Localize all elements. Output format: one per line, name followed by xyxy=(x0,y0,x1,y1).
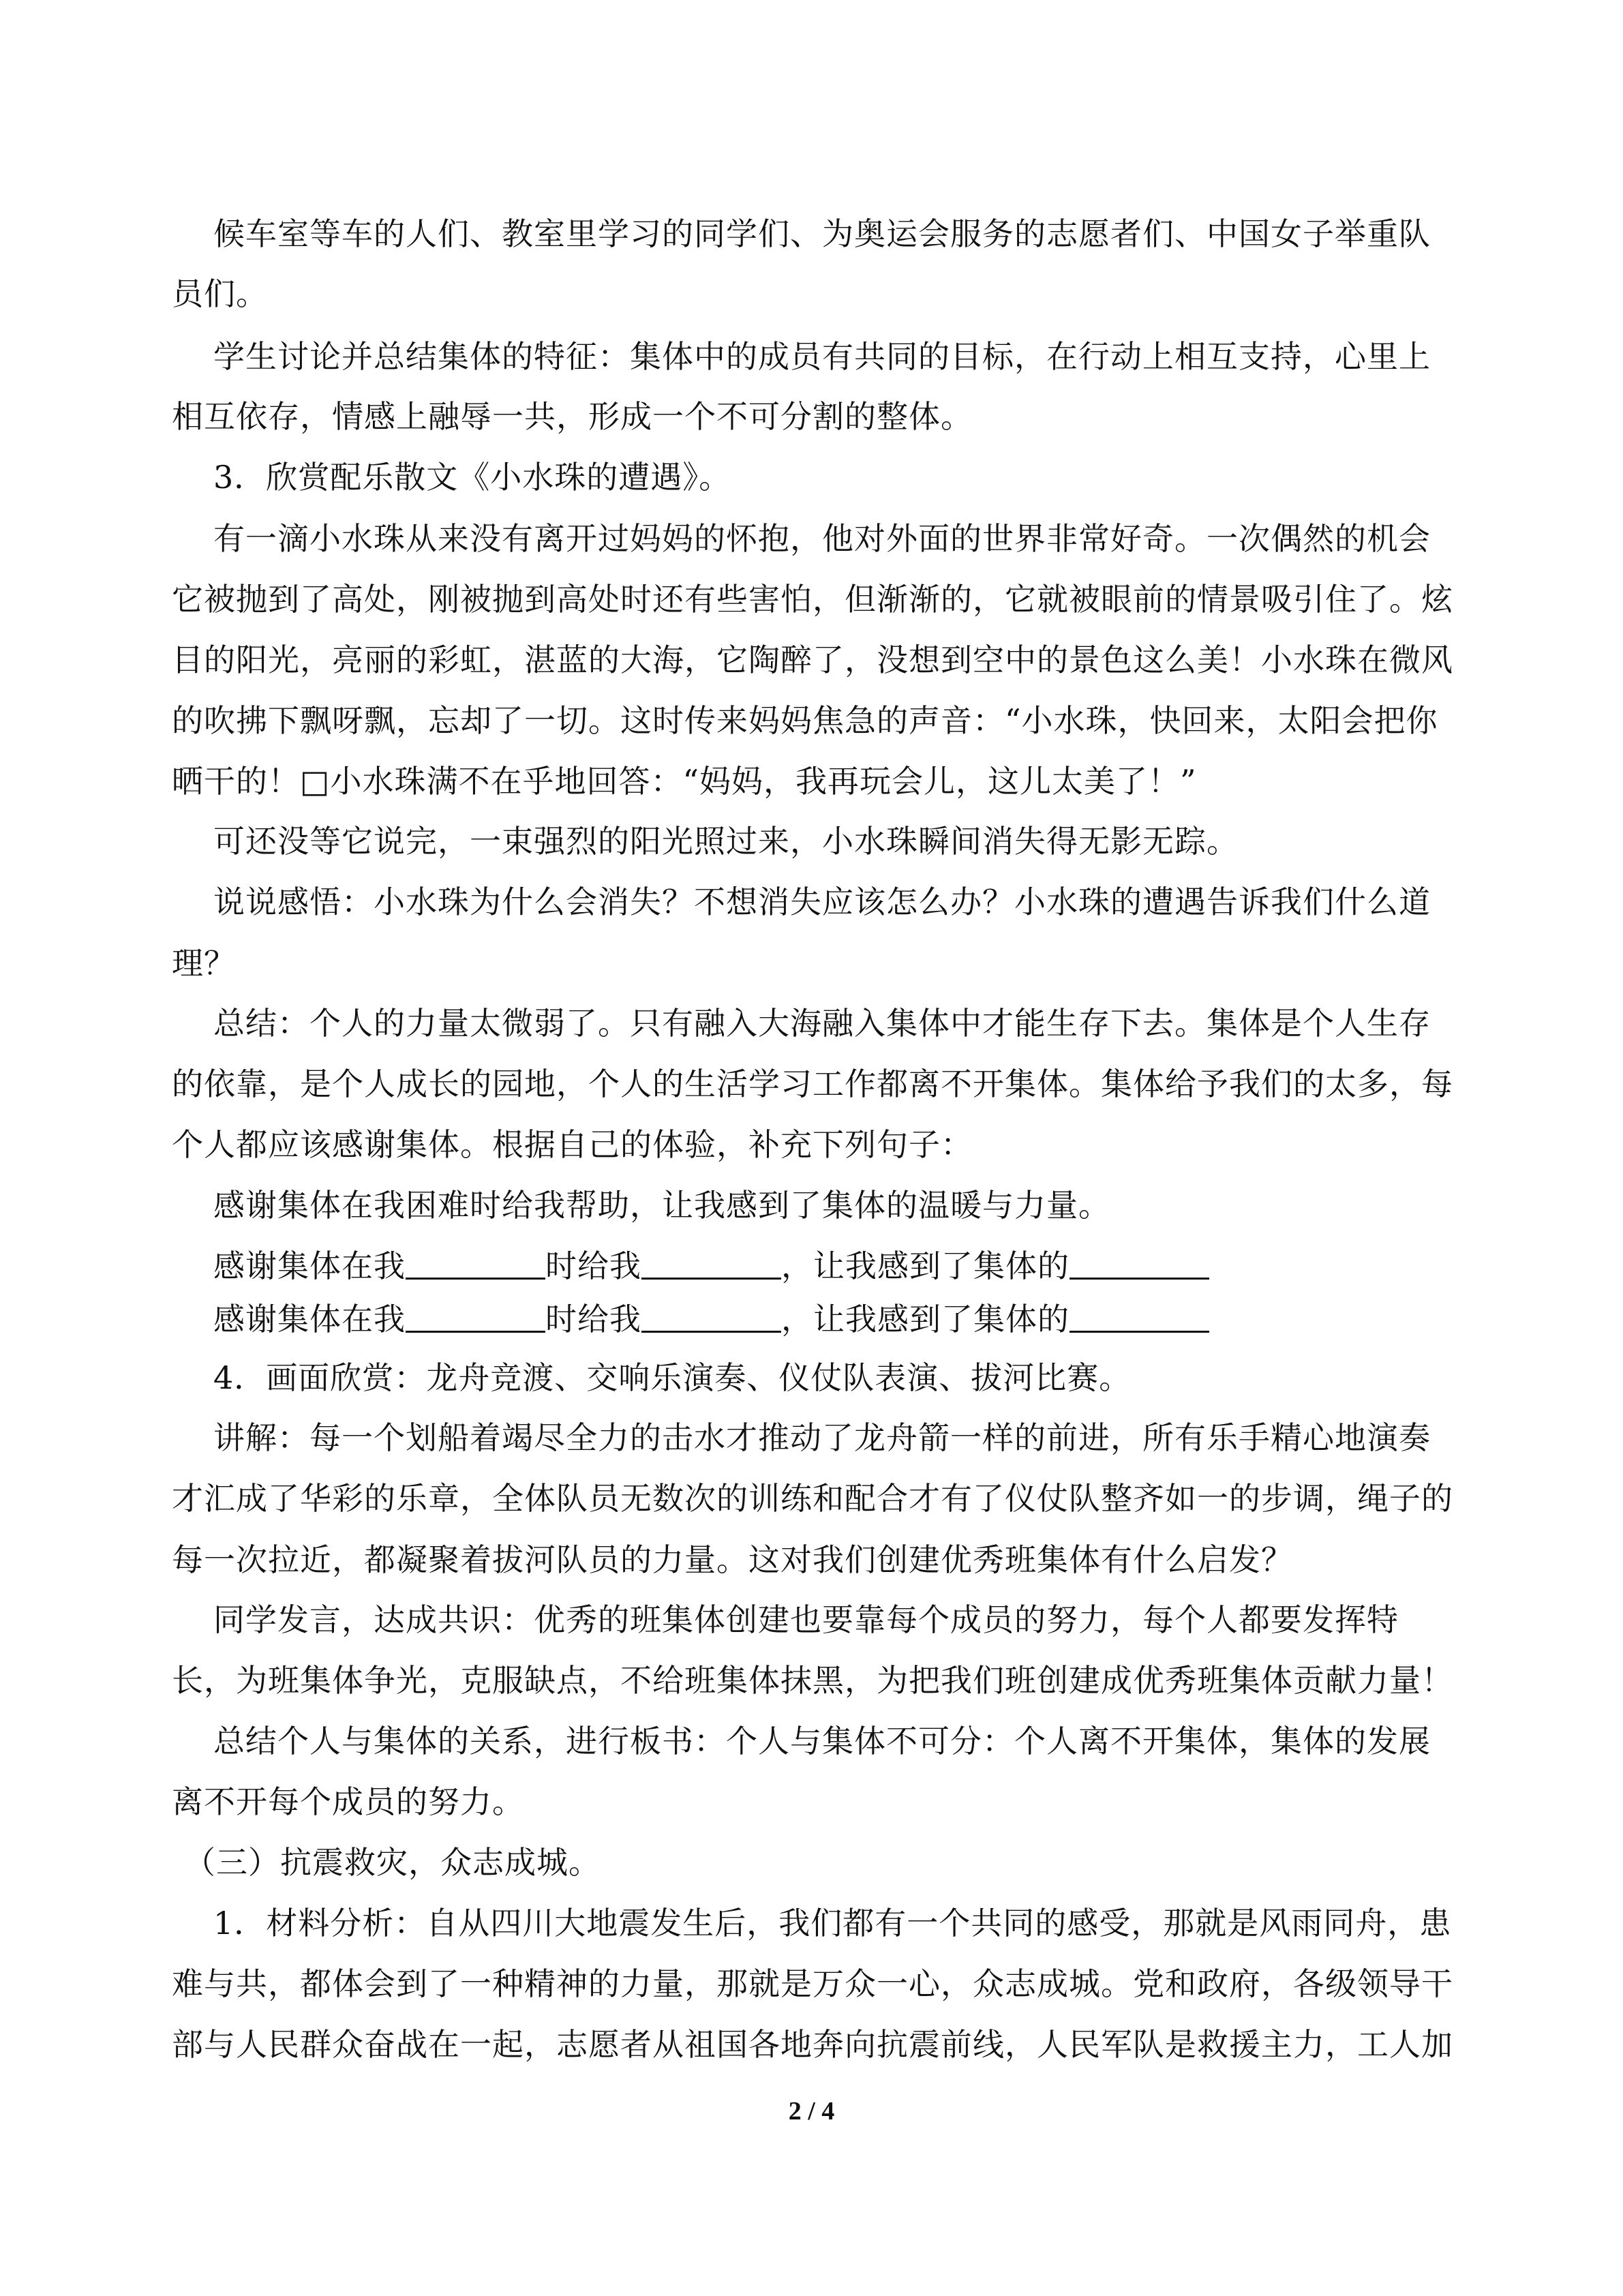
text-line: 讲解：每一个划船着竭尽全力的击水才推动了龙舟箭一样的前进，所有乐手精心地演奏 xyxy=(213,1419,1431,1456)
text-line: 晒干的！□小水珠满不在乎地回答：“妈妈，我再玩会儿，这儿太美了！” xyxy=(172,763,1197,800)
fill-blank-text: 感谢集体在我 xyxy=(213,1301,406,1338)
text-line: 离不开每个成员的努力。 xyxy=(172,1783,524,1820)
fill-blank-text: ，让我感到了集体的 xyxy=(781,1248,1070,1284)
section-heading: 4．画面欣赏：龙舟竞渡、交响乐演奏、仪仗队表演、拔河比赛。 xyxy=(213,1359,1132,1396)
blank-line xyxy=(1070,1248,1209,1280)
text-line: 候车室等车的人们、教室里学习的同学们、为奥运会服务的志愿者们、中国女子举重队 xyxy=(213,215,1431,252)
text-line: 每一次拉近，都凝聚着拔河队员的力量。这对我们创建优秀班集体有什么启发？ xyxy=(172,1541,1293,1578)
text-line: 学生讨论并总结集体的特征：集体中的成员有共同的目标，在行动上相互支持，心里上 xyxy=(213,338,1431,375)
text-line: 才汇成了华彩的乐章，全体队员无数次的训练和配合才有了仪仗队整齐如一的步调，绳子的 xyxy=(172,1480,1453,1517)
text-line: 理？ xyxy=(172,945,236,982)
text-line: 个人都应该感谢集体。根据自己的体验，补充下列句子： xyxy=(172,1126,973,1163)
fill-blank-text: 时给我 xyxy=(545,1301,641,1338)
fill-blank-text: 感谢集体在我 xyxy=(213,1248,406,1284)
blank-line xyxy=(641,1301,781,1333)
fill-blank-sentence xyxy=(213,1245,1209,1286)
fill-blank-text: 时给我 xyxy=(545,1248,641,1284)
blank-line xyxy=(406,1301,545,1333)
blank-line xyxy=(1070,1301,1209,1333)
text-line: 的依靠，是个人成长的园地，个人的生活学习工作都离不开集体。集体给予我们的太多，每 xyxy=(172,1066,1453,1102)
text-line: 难与共，都体会到了一种精神的力量，那就是万众一心，众志成城。党和政府，各级领导干 xyxy=(172,1965,1453,2002)
text-line: 相互依存，情感上融辱一共，形成一个不可分割的整体。 xyxy=(172,398,973,435)
text-line: 可还没等它说完，一束强烈的阳光照过来，小水珠瞬间消失得无影无踪。 xyxy=(213,823,1239,860)
example-sentence: 感谢集体在我困难时给我帮助，让我感到了集体的温暖与力量。 xyxy=(213,1187,1110,1224)
section-heading: （三）抗震救灾，众志成城。 xyxy=(184,1844,601,1881)
text-line: 1．材料分析：自从四川大地震发生后，我们都有一个共同的感受，那就是风雨同舟，患 xyxy=(213,1905,1452,1942)
text-line: 说说感悟：小水珠为什么会消失？不想消失应该怎么办？小水珠的遭遇告诉我们什么道 xyxy=(213,883,1431,920)
text-line: 同学发言，达成共识：优秀的班集体创建也要靠每个成员的努力，每个人都要发挥特 xyxy=(213,1601,1399,1638)
text-line: 的吹拂下飘呀飘，忘却了一切。这时传来妈妈焦急的声音：“小水珠，快回来，太阳会把你 xyxy=(172,702,1438,739)
text-line: 有一滴小水珠从来没有离开过妈妈的怀抱，他对外面的世界非常好奇。一次偶然的机会 xyxy=(213,520,1431,557)
text-line: 目的阳光，亮丽的彩虹，湛蓝的大海，它陶醉了，没想到空中的景色这么美！小水珠在微风 xyxy=(172,641,1453,678)
page-number: 2 / 4 xyxy=(788,2097,835,2126)
section-heading: 3．欣赏配乐散文《小水珠的遭遇》。 xyxy=(213,459,731,496)
text-line: 总结个人与集体的关系，进行板书：个人与集体不可分：个人离不开集体，集体的发展 xyxy=(213,1723,1431,1759)
text-line: 部与人民群众奋战在一起，志愿者从祖国各地奔向抗震前线，人民军队是救援主力，工人加 xyxy=(172,2026,1453,2063)
text-line: 长，为班集体争光，克服缺点，不给班集体抹黑，为把我们班创建成优秀班集体贡献力量！ xyxy=(172,1662,1453,1699)
fill-blank-text: ，让我感到了集体的 xyxy=(781,1301,1070,1338)
blank-line xyxy=(406,1248,545,1280)
text-line: 总结：个人的力量太微弱了。只有融入大海融入集体中才能生存下去。集体是个人生存 xyxy=(213,1005,1431,1042)
text-line: 它被抛到了高处，刚被抛到高处时还有些害怕，但渐渐的，它就被眼前的情景吸引住了。炫 xyxy=(172,581,1453,618)
blank-line xyxy=(641,1248,781,1280)
text-line: 员们。 xyxy=(172,275,268,312)
fill-blank-sentence xyxy=(213,1299,1209,1340)
